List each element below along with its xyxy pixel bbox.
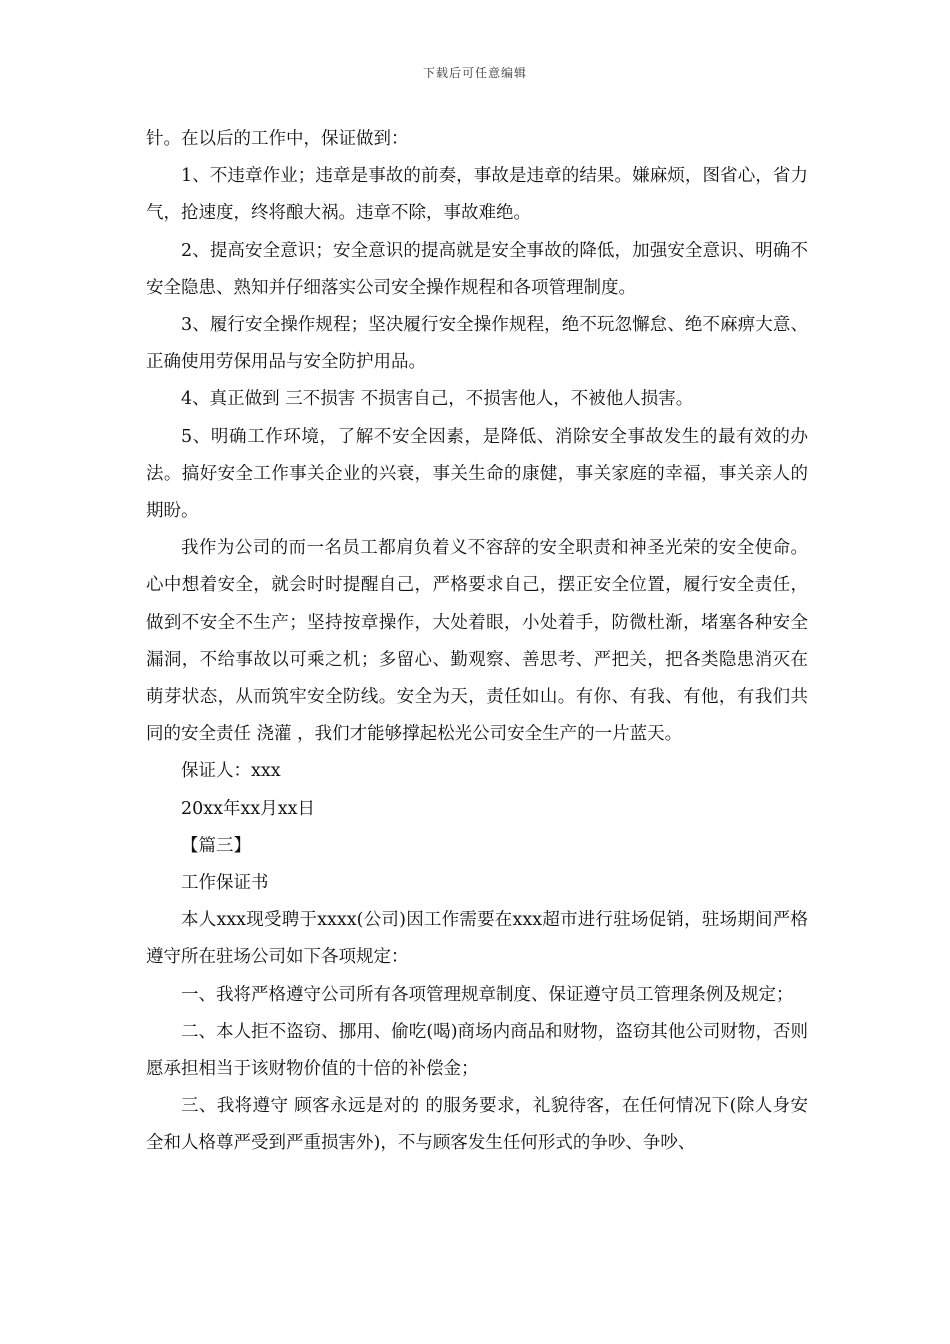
document-body — [146, 121, 808, 1163]
page-header: 下载后可任意编辑 — [422, 66, 527, 80]
paragraph-0: 针。在以后的工作中，保证做到： — [146, 129, 409, 149]
paragraph-13: 二、本人拒不盗窃、挪用、偷吃(喝)商场内商品和财物，盗窃其他公司财物，否则愿承担相当于该财物价值的十倍的补偿金； — [146, 1021, 808, 1080]
paragraph-12: 一、我将严格遵守公司所有各项管理规章制度、保证遵守员工管理条例及规定； — [181, 984, 794, 1005]
paragraph-2: 2、提高安全意识；安全意识的提高就是安全事故的降低，加强安全意识、明确不安全隐患、熟知并仔细落实公司安全操作规程和各项管理制度。 — [146, 240, 808, 298]
paragraph-5: 5、明确工作环境，了解不安全因素，是降低、消除安全事故发生的最有效的办法。搞好安全工作事关企业的兴衰，事关生命的康健，事关家庭的幸福，事关亲人的期盼。 — [146, 426, 808, 522]
signature-guarantor: 保证人：xxx — [181, 761, 281, 782]
section-heading: 【篇三】 — [181, 835, 251, 856]
document-title: 工作保证书 — [181, 873, 269, 894]
paragraph-1: 1、不违章作业；违章是事故的前奏，事故是违章的结果。嫌麻烦，图省心，省力气，抢速度，终将酿大祸。违章不除，事故难绝。 — [146, 166, 808, 224]
paragraph-4: 4、真正做到 三不损害 不损害自己，不损害他人，不被他人损害。 — [181, 389, 694, 410]
signature-date: 20xx年xx月xx日 — [181, 798, 315, 819]
paragraph-3: 3、履行安全操作规程；坚决履行安全操作规程，绝不玩忽懈怠、绝不麻痹大意、正确使用劳保用品与安全防护用品。 — [146, 315, 808, 373]
paragraph-6: 我作为公司的而一名员工都肩负着义不容辞的安全职责和神圣光荣的安全使命。心中想着安全，就会时时提醒自己，严格要求自己，摆正安全位置，履行安全责任，做到不安全不生产；坚持按章操作，大处着眼，小处着手，防微杜渐，堵塞各种安全漏洞，不给事故以可乘之机；多留心、勤观察、善思考、严把关，把各类隐患消灭在萌芽状态，从而筑牢安全防线。安全为天，责任如山。有你、有我、有他，有我们共同的安全责任 浇灌 ，我们才能够撑起松光公司安全生产的一片蓝天。 — [146, 538, 808, 745]
paragraph-11: 本人xxx现受聘于xxxx(公司)因工作需要在xxx超市进行驻场促销，驻场期间严格遵守所在驻场公司如下各项规定： — [146, 910, 808, 968]
paragraph-14: 三、我将遵守 顾客永远是对的 的服务要求，礼貌待客，在任何情况下(除人身安全和人格尊严受到严重损害外)，不与顾客发生任何形式的争吵、争吵、 — [146, 1096, 808, 1154]
